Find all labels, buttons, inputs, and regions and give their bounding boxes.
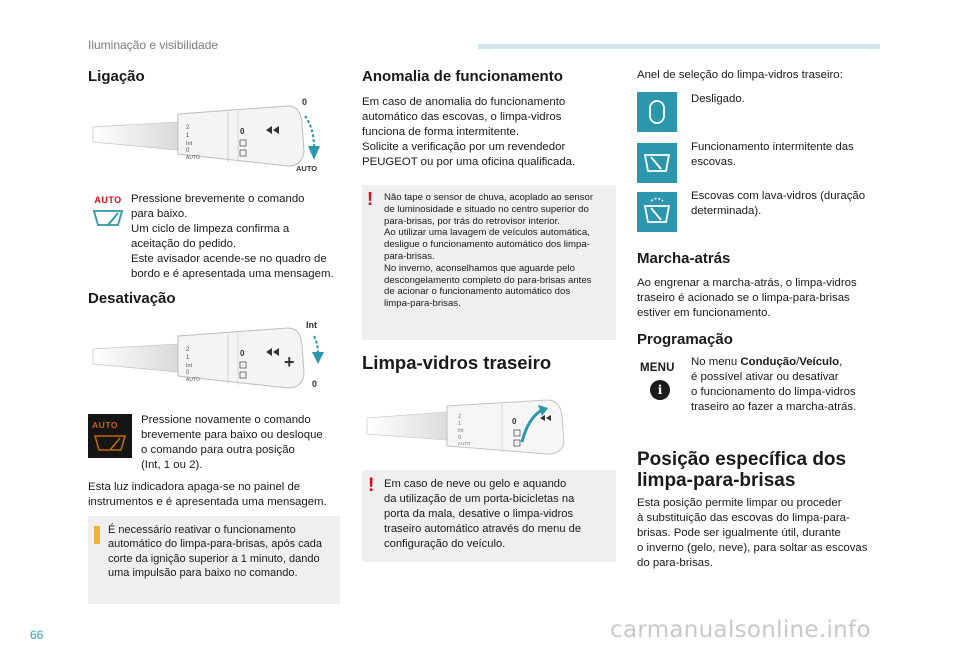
- text-line: PEUGEOT ou por uma oficina qualificada.: [362, 156, 576, 168]
- text-line: porta da mala, desative o limpa-vidros: [384, 508, 574, 520]
- text-line: limpa-para-brisas.: [384, 298, 461, 310]
- warning-note-sensor: [362, 185, 616, 340]
- warning-note-rear-wiper: [362, 470, 616, 562]
- lever-plus-label: +: [284, 352, 295, 372]
- text-line: Em caso de anomalia do funcionamento: [362, 96, 566, 108]
- text-line: aceitação do pedido.: [131, 238, 237, 250]
- heading-line: Posição específica dos: [637, 449, 847, 470]
- lever-position-2: 2: [186, 347, 190, 353]
- lever-position-2: 2: [186, 125, 190, 131]
- text-line: funciona de forma intermitente.: [362, 126, 520, 138]
- text-line: brisas. Pode ser igualmente útil, durante: [637, 527, 841, 539]
- desativacao-text: [141, 413, 346, 473]
- menu-label: MENU: [640, 362, 675, 374]
- marcha-text: [637, 276, 897, 321]
- text-line: da utilização de um porta-bicicletas na: [384, 493, 575, 505]
- text-line: para baixo.: [131, 208, 188, 220]
- text-span: ,: [839, 356, 843, 368]
- text-line: instrumentos e é apresentada uma mensagem.: [88, 496, 327, 508]
- lever-position-1: 1: [186, 133, 190, 139]
- warning-icon-label: AUTO: [92, 420, 118, 430]
- text-line: corte da ignição superior a 1 minuto, dando: [108, 552, 320, 565]
- text-line: bordo e é apresentada uma mensagem.: [131, 268, 334, 280]
- text-line: Ao utilizar uma lavagem de veículos automática,: [384, 227, 590, 239]
- text-line: brevemente para baixo ou desloque: [141, 429, 323, 441]
- text-line: Funcionamento intermitente das: [691, 141, 854, 153]
- text-line: desligue o funcionamento automático dos limpa-: [384, 239, 590, 251]
- text-line: No inverno, aconselhamos que aguarde pelo: [384, 262, 575, 274]
- note-text: [108, 523, 322, 580]
- ring-position-0: 0: [240, 349, 245, 358]
- heading-posicao: [637, 449, 846, 491]
- heading-ligacao: Ligação: [88, 68, 145, 85]
- lever-position-0: 0: [186, 370, 190, 376]
- lever-position-2: 2: [458, 414, 462, 420]
- anomalia-text: [362, 95, 617, 170]
- rear-wiper-icon: [637, 143, 677, 183]
- text-line: o funcionamento do limpa-vidros: [691, 386, 856, 398]
- text-line: Esta luz indicadora apaga-se no painel de: [88, 481, 301, 493]
- text-line: (Int, 1 ou 2).: [141, 459, 203, 471]
- posicao-text: [637, 496, 902, 571]
- text-line: de luminosidade e situado no centro superior do: [384, 203, 589, 215]
- lever-position-1: 1: [458, 421, 462, 427]
- info-bar-icon: [94, 526, 100, 544]
- lever-position-int: Int: [186, 141, 193, 147]
- lever-label-bottom: AUTO: [296, 164, 318, 172]
- text-line: do para-brisas.: [637, 557, 713, 569]
- lever-label-int: Int: [306, 320, 317, 330]
- info-icon: i: [650, 380, 670, 400]
- text-line: de acionar o funcionamento automático dos: [384, 286, 571, 298]
- menu-path-conducao: Condução: [740, 356, 797, 368]
- text-line: automático do limpa-para-brisas, após cada: [108, 538, 323, 551]
- lever-label-top: 0: [302, 97, 308, 107]
- text-line: é possível ativar ou desativar: [691, 371, 839, 383]
- text-line: Pressione brevemente o comando: [131, 193, 305, 205]
- warning-exclamation-icon: !: [367, 189, 373, 209]
- text-line: configuração do veículo.: [384, 538, 506, 550]
- auto-icon-label: AUTO: [94, 195, 122, 205]
- text-line: traseiro automático através do menu de: [384, 523, 582, 535]
- text-line: Em caso de neve ou gelo e aquando: [384, 478, 567, 490]
- lever-label-zero: 0: [312, 379, 318, 389]
- heading-desativacao: Desativação: [88, 290, 176, 307]
- section-header: Iluminação e visibilidade: [88, 38, 219, 52]
- lever-position-auto: AUTO: [186, 155, 200, 161]
- wiper-lever-diagram-off: [88, 314, 338, 394]
- lever-position-auto: AUTO: [458, 441, 471, 446]
- anel-intro: Anel de seleção do limpa-vidros traseiro:: [637, 69, 843, 81]
- heading-line: limpa-para-brisas: [637, 470, 796, 491]
- ring-position-0: 0: [240, 127, 245, 136]
- lever-position-int: Int: [186, 363, 193, 369]
- lever-position-0: 0: [458, 435, 462, 441]
- text-line: Não tape o sensor de chuva, acoplado ao sensor: [384, 192, 594, 203]
- rear-wiper-lever-diagram: [362, 390, 582, 460]
- ring-off-icon: [637, 92, 677, 132]
- heading-traseiro: Limpa-vidros traseiro: [362, 352, 552, 373]
- text-line: uma impulsão para baixo no comando.: [108, 566, 298, 579]
- text-line: à substituição das escovas do limpa-para-: [637, 512, 850, 524]
- menu-path-veiculo: Veículo: [799, 356, 840, 368]
- text-line: o comando para outra posição: [141, 444, 295, 456]
- text-line: o inverno (gelo, neve), para soltar as escovas: [637, 542, 868, 554]
- ligacao-text: [131, 192, 346, 282]
- text-span: No menu: [691, 356, 741, 368]
- auto-wiper-warning-icon: [88, 414, 132, 458]
- heading-programacao: Programação: [637, 331, 733, 348]
- text-line: Ao engrenar a marcha-atrás, o limpa-vidros: [637, 277, 857, 289]
- auto-wiper-icon: [90, 195, 126, 231]
- text-line: [691, 355, 901, 370]
- text-line: determinada).: [691, 205, 762, 217]
- text-line: traseiro é acionado se o limpa-para-brisas: [637, 292, 850, 304]
- ring-position-0: 0: [512, 417, 517, 426]
- anel-item-washer: [691, 189, 865, 219]
- text-line: Este avisador acende-se no quadro de: [131, 253, 327, 265]
- text-line: escovas.: [691, 156, 736, 168]
- anel-item-off: Desligado.: [691, 93, 745, 105]
- page-number: 66: [30, 628, 44, 642]
- info-note-reactivation: [88, 516, 340, 604]
- note-text: [384, 477, 581, 552]
- text-line: automático das escovas, o limpa-vidros: [362, 111, 562, 123]
- text-line: Esta posição permite limpar ou proceder: [637, 497, 842, 509]
- text-line: Escovas com lava-vidros (duração: [691, 190, 866, 202]
- header-bar: [478, 44, 880, 49]
- rear-washer-icon: [637, 192, 677, 232]
- text-line: para-brisas.: [384, 250, 435, 262]
- text-line: Um ciclo de limpeza confirma a: [131, 223, 290, 235]
- lever-position-1: 1: [186, 355, 190, 361]
- note-text: [384, 192, 593, 310]
- lever-position-int: Int: [458, 428, 464, 434]
- desativacao-after-text: [88, 480, 348, 510]
- text-line: para-brisas, por trás do retrovisor interior.: [384, 215, 560, 227]
- text-line: estiver em funcionamento.: [637, 307, 771, 319]
- text-line: Pressione novamente o comando: [141, 414, 311, 426]
- text-line: É necessário reativar o funcionamento: [108, 524, 296, 536]
- text-line: Solicite a verificação por um revendedor: [362, 141, 566, 153]
- text-span: /: [796, 356, 800, 368]
- heading-anomalia: Anomalia de funcionamento: [362, 68, 563, 85]
- heading-marcha: Marcha-atrás: [637, 250, 731, 267]
- menu-icon: [640, 362, 684, 400]
- text-line: descongelamento completo do para-brisas antes: [384, 274, 592, 286]
- warning-exclamation-icon: !: [368, 475, 375, 496]
- watermark: carmanualsonline.info: [610, 617, 871, 643]
- programacao-text: [691, 355, 901, 415]
- text-line: traseiro ao fazer a marcha-atrás.: [691, 401, 857, 413]
- lever-position-0: 0: [186, 148, 190, 154]
- wiper-lever-diagram-on: [88, 92, 338, 172]
- anel-item-intermittent: [691, 140, 854, 170]
- lever-position-auto: AUTO: [186, 377, 200, 383]
